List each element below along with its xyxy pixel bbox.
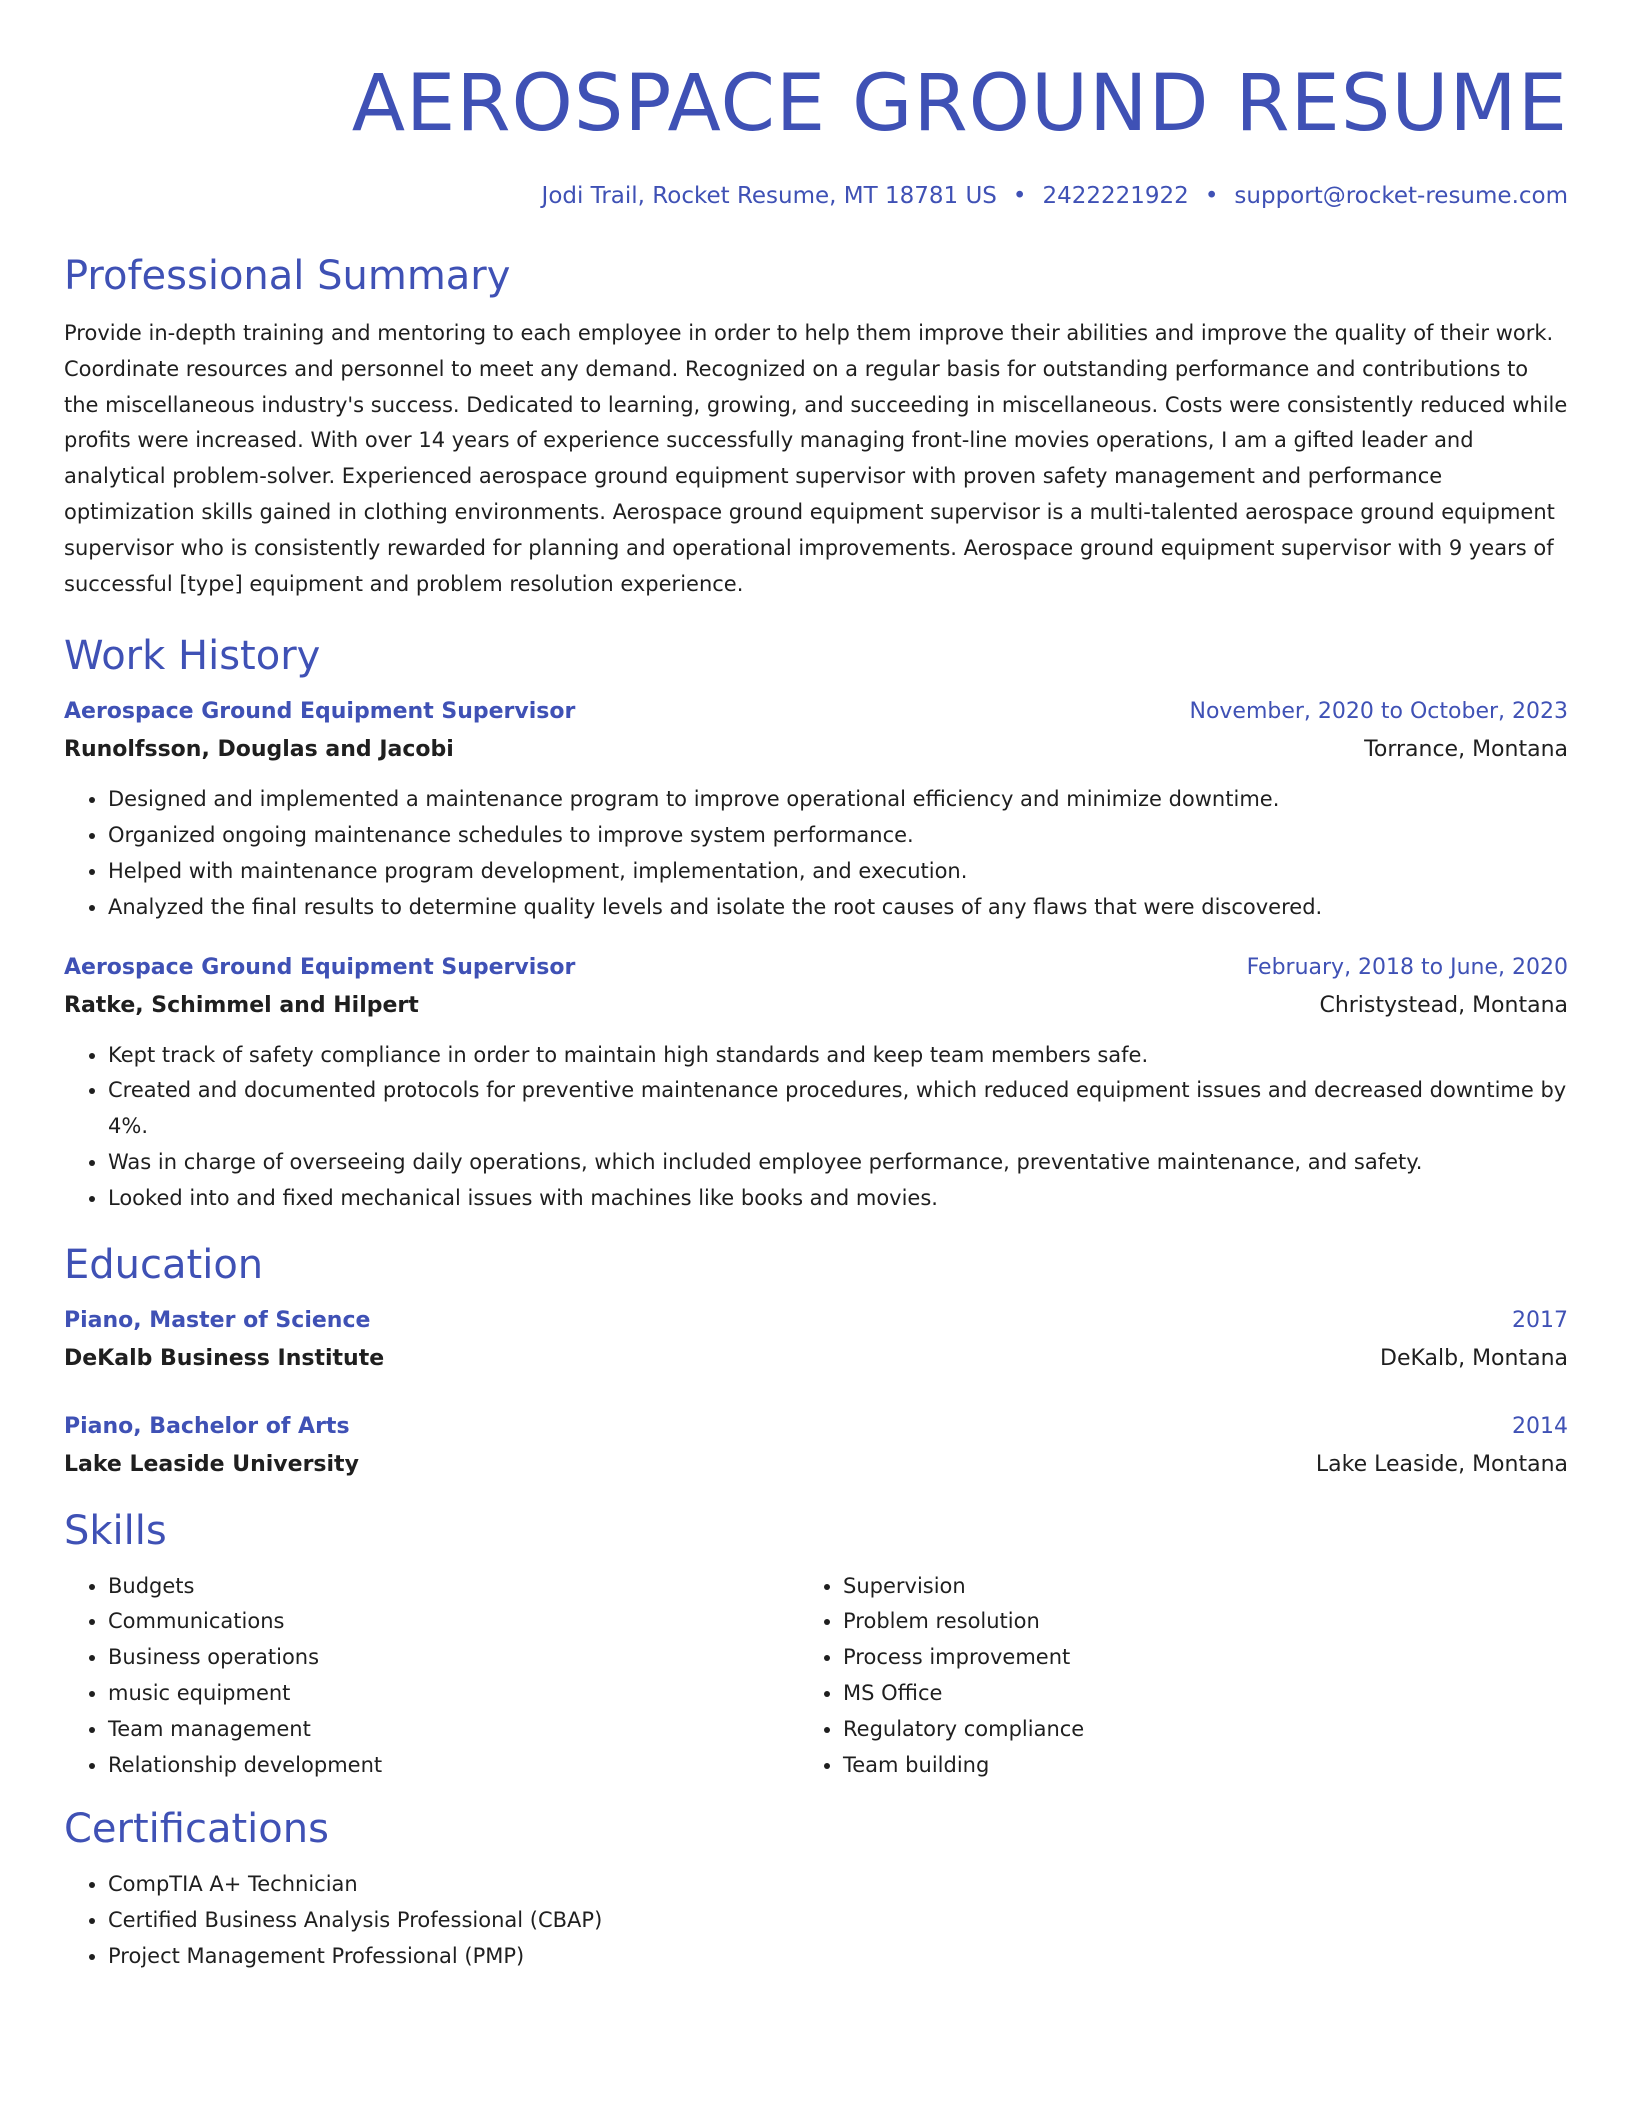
job-location: Christystead, Montana (1319, 992, 1568, 1018)
list-item: • MS Office (843, 1676, 1534, 1712)
list-item: • Relationship development (108, 1748, 799, 1784)
degree: Piano, Master of Science (64, 1307, 371, 1333)
list-item: • Helped with maintenance program development, implementation, and execution. (108, 854, 1568, 890)
work-history-title: Work History (64, 633, 321, 680)
school-location: DeKalb, Montana (1380, 1345, 1568, 1371)
graduation-year: 2014 (1512, 1413, 1568, 1439)
job-entry (64, 950, 1568, 1217)
contact-address: Jodi Trail, Rocket Resume, MT 18781 US (541, 183, 997, 209)
job-bullets (64, 782, 1568, 925)
certifications-list (64, 1867, 1568, 1974)
job-dates: February, 2018 to June, 2020 (1246, 954, 1568, 980)
summary-section (64, 250, 1568, 602)
job-company: Runolfsson, Douglas and Jacobi (64, 737, 454, 763)
school-name: DeKalb Business Institute (64, 1345, 385, 1371)
list-item: • Project Management Professional (PMP) (108, 1939, 1568, 1975)
skills-list-left (64, 1569, 799, 1784)
job-bullets (64, 1038, 1568, 1217)
certifications-title: Certifications (64, 1806, 329, 1853)
separator-dot: • (1012, 183, 1027, 209)
list-item: • Supervision (843, 1569, 1534, 1605)
job-title: Aerospace Ground Equipment Supervisor (64, 954, 576, 980)
list-item: • Budgets (108, 1569, 799, 1605)
job-entry (64, 694, 1568, 925)
separator-dot: • (1204, 183, 1219, 209)
list-item: • Communications (108, 1604, 799, 1640)
school-location: Lake Leaside, Montana (1315, 1451, 1568, 1477)
list-item: • Process improvement (843, 1640, 1534, 1676)
list-item: • music equipment (108, 1676, 799, 1712)
list-item: • Kept track of safety compliance in order to maintain high standards and keep team members safe. (108, 1038, 1568, 1074)
skills-section (64, 1505, 1568, 1784)
school-name: Lake Leaside University (64, 1451, 359, 1477)
list-item: • Team management (108, 1712, 799, 1748)
work-history-section (64, 630, 1568, 1216)
list-item: • Problem resolution (843, 1604, 1534, 1640)
list-item: • Regulatory compliance (843, 1712, 1534, 1748)
certifications-section (64, 1803, 1568, 1974)
list-item: • Was in charge of overseeing daily operations, which included employee performance, preventative maintenance, and safety. (108, 1145, 1568, 1181)
skills-title: Skills (64, 1507, 167, 1554)
resume-name: AEROSPACE GROUND RESUME (351, 59, 1568, 149)
job-location: Torrance, Montana (1364, 737, 1568, 763)
list-item: • Analyzed the final results to determine quality levels and isolate the root causes of any flaws that were discovered. (108, 890, 1568, 926)
list-item: • Created and documented protocols for preventive maintenance procedures, which reduced equipment issues and decreased downtime by 4%. (108, 1073, 1568, 1145)
summary-title: Professional Summary (64, 253, 511, 299)
contact-phone: 2422221922 (1042, 183, 1189, 209)
list-item: • CompTIA A+ Technician (108, 1867, 1568, 1903)
list-item: • Certified Business Analysis Professional (CBAP) (108, 1903, 1568, 1939)
skills-grid (64, 1569, 1568, 1784)
job-dates: November, 2020 to October, 2023 (1189, 699, 1568, 725)
list-item: • Business operations (108, 1640, 799, 1676)
degree: Piano, Bachelor of Arts (64, 1413, 350, 1439)
skills-list-right (799, 1569, 1534, 1784)
education-entry (64, 1303, 1568, 1379)
graduation-year: 2017 (1512, 1307, 1568, 1333)
contact-line (64, 180, 1568, 212)
education-entry (64, 1409, 1568, 1485)
resume-header (64, 56, 1568, 212)
list-item: • Designed and implemented a maintenance program to improve operational efficiency and minimize downtime. (108, 782, 1568, 818)
list-item: • Team building (843, 1748, 1534, 1784)
job-company: Ratke, Schimmel and Hilpert (64, 992, 419, 1018)
education-title: Education (64, 1241, 264, 1288)
contact-email[interactable]: support@rocket-resume.com (1234, 183, 1568, 209)
list-item: • Organized ongoing maintenance schedules to improve system performance. (108, 818, 1568, 854)
education-section (64, 1239, 1568, 1485)
summary-text: Provide in-depth training and mentoring to each employee in order to help them improve their abilities and improve the quality of their work. Coordinate resources and personnel to meet any demand. Recognized on a regular basis for outstanding performance and contributions to the miscellaneous industry's success. Dedicated to learning, growing, and succeeding in miscellaneous. Costs were consistently reduced while profits were increased. With over 14 years of experience successfully managing front-line movies operations, I am a gifted leader and analytical problem-solver. Experienced aerospace ground equipment supervisor with proven safety management and performance optimization skills gained in clothing environments. Aerospace ground equipment supervisor is a multi-talented aerospace ground equipment supervisor who is consistently rewarded for planning and operational improvements. Aerospace ground equipment supervisor with 9 years of successful [type] equipment and problem resolution experience. (64, 321, 1568, 596)
list-item: • Looked into and fixed mechanical issues with machines like books and movies. (108, 1181, 1568, 1217)
job-title: Aerospace Ground Equipment Supervisor (64, 699, 576, 725)
